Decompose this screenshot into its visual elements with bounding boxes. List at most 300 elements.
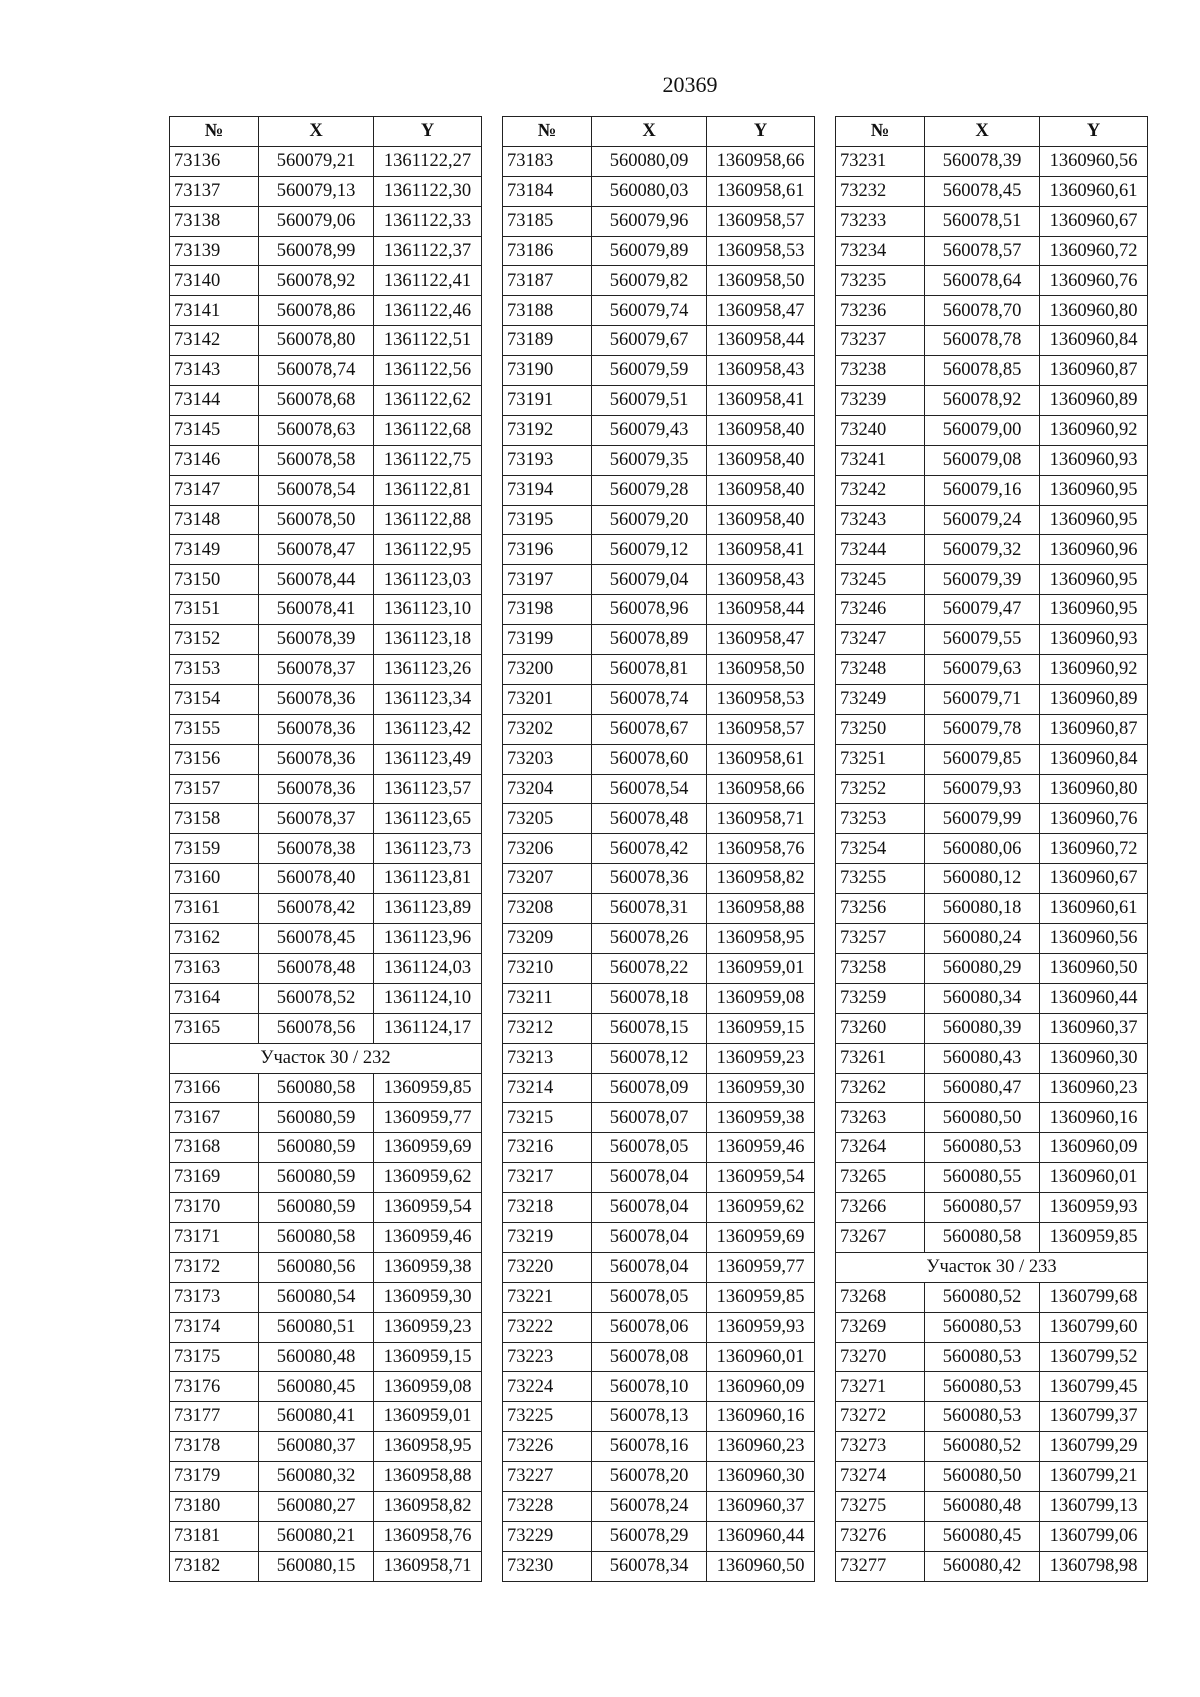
table-row: [836, 1462, 1148, 1492]
x-coordinate-cell: 560078,70: [925, 296, 1040, 326]
x-coordinate-cell: 560078,42: [592, 834, 707, 864]
header-y: Y: [374, 117, 482, 147]
y-coordinate-cell: 1360959,93: [707, 1312, 815, 1342]
x-coordinate-cell: 560078,04: [592, 1222, 707, 1252]
y-coordinate-cell: 1360958,82: [374, 1491, 482, 1521]
table-row: [170, 774, 482, 804]
x-coordinate-cell: 560078,64: [925, 266, 1040, 296]
point-number-cell: 73271: [836, 1372, 925, 1402]
x-coordinate-cell: 560078,16: [592, 1432, 707, 1462]
table-row: [170, 684, 482, 714]
y-coordinate-cell: 1360959,69: [707, 1222, 815, 1252]
table-row: [170, 1163, 482, 1193]
y-coordinate-cell: 1360958,61: [707, 744, 815, 774]
y-coordinate-cell: 1360960,23: [1040, 1073, 1148, 1103]
x-coordinate-cell: 560078,09: [592, 1073, 707, 1103]
x-coordinate-cell: 560078,08: [592, 1342, 707, 1372]
table-row: [170, 146, 482, 176]
x-coordinate-cell: 560080,56: [259, 1252, 374, 1282]
header-y: Y: [1040, 117, 1148, 147]
x-coordinate-cell: 560078,63: [259, 415, 374, 445]
x-coordinate-cell: 560080,51: [259, 1312, 374, 1342]
x-coordinate-cell: 560080,03: [592, 176, 707, 206]
y-coordinate-cell: 1360960,95: [1040, 475, 1148, 505]
y-coordinate-cell: 1360799,45: [1040, 1372, 1148, 1402]
point-number-cell: 73140: [170, 266, 259, 296]
point-number-cell: 73212: [503, 1013, 592, 1043]
table-row: [170, 804, 482, 834]
point-number-cell: 73149: [170, 535, 259, 565]
table-row: [503, 1222, 815, 1252]
table-row: [170, 535, 482, 565]
table-row: [836, 386, 1148, 416]
y-coordinate-cell: 1360958,47: [707, 625, 815, 655]
table-row: [836, 1312, 1148, 1342]
table-row: [170, 744, 482, 774]
x-coordinate-cell: 560080,53: [925, 1402, 1040, 1432]
table-row: [503, 804, 815, 834]
point-number-cell: 73268: [836, 1282, 925, 1312]
point-number-cell: 73191: [503, 386, 592, 416]
point-number-cell: 73176: [170, 1372, 259, 1402]
point-number-cell: 73155: [170, 714, 259, 744]
point-number-cell: 73253: [836, 804, 925, 834]
x-coordinate-cell: 560078,34: [592, 1551, 707, 1581]
y-coordinate-cell: 1360960,80: [1040, 296, 1148, 326]
table-row: [170, 864, 482, 894]
table-row: [503, 744, 815, 774]
x-coordinate-cell: 560080,24: [925, 924, 1040, 954]
point-number-cell: 73137: [170, 176, 259, 206]
y-coordinate-cell: 1360960,23: [707, 1432, 815, 1462]
x-coordinate-cell: 560078,42: [259, 894, 374, 924]
x-coordinate-cell: 560079,96: [592, 206, 707, 236]
point-number-cell: 73141: [170, 296, 259, 326]
x-coordinate-cell: 560079,12: [592, 535, 707, 565]
x-coordinate-cell: 560078,22: [592, 953, 707, 983]
x-coordinate-cell: 560078,52: [259, 983, 374, 1013]
y-coordinate-cell: 1360960,50: [707, 1551, 815, 1581]
point-number-cell: 73228: [503, 1491, 592, 1521]
table-row: [503, 1252, 815, 1282]
x-coordinate-cell: 560078,29: [592, 1521, 707, 1551]
y-coordinate-cell: 1361122,41: [374, 266, 482, 296]
y-coordinate-cell: 1360799,13: [1040, 1491, 1148, 1521]
x-coordinate-cell: 560078,92: [925, 386, 1040, 416]
table-row: [503, 1521, 815, 1551]
point-number-cell: 73156: [170, 744, 259, 774]
y-coordinate-cell: 1360960,61: [1040, 894, 1148, 924]
point-number-cell: 73270: [836, 1342, 925, 1372]
point-number-cell: 73183: [503, 146, 592, 176]
x-coordinate-cell: 560078,89: [592, 625, 707, 655]
point-number-cell: 73248: [836, 655, 925, 685]
x-coordinate-cell: 560079,43: [592, 415, 707, 445]
x-coordinate-cell: 560080,58: [925, 1222, 1040, 1252]
y-coordinate-cell: 1361123,65: [374, 804, 482, 834]
table-row: [503, 1103, 815, 1133]
x-coordinate-cell: 560078,31: [592, 894, 707, 924]
y-coordinate-cell: 1360959,23: [374, 1312, 482, 1342]
y-coordinate-cell: 1360959,38: [374, 1252, 482, 1282]
y-coordinate-cell: 1361123,89: [374, 894, 482, 924]
y-coordinate-cell: 1360960,72: [1040, 236, 1148, 266]
y-coordinate-cell: 1360799,52: [1040, 1342, 1148, 1372]
y-coordinate-cell: 1360958,66: [707, 774, 815, 804]
y-coordinate-cell: 1360958,95: [707, 924, 815, 954]
point-number-cell: 73235: [836, 266, 925, 296]
y-coordinate-cell: 1361122,68: [374, 415, 482, 445]
y-coordinate-cell: 1360960,56: [1040, 924, 1148, 954]
x-coordinate-cell: 560079,63: [925, 655, 1040, 685]
table-row: [503, 864, 815, 894]
y-coordinate-cell: 1360798,98: [1040, 1551, 1148, 1581]
table-row: [503, 1342, 815, 1372]
y-coordinate-cell: 1360799,37: [1040, 1402, 1148, 1432]
y-coordinate-cell: 1360960,84: [1040, 744, 1148, 774]
y-coordinate-cell: 1360958,41: [707, 386, 815, 416]
y-coordinate-cell: 1360799,06: [1040, 1521, 1148, 1551]
y-coordinate-cell: 1360960,87: [1040, 714, 1148, 744]
table-row: [503, 625, 815, 655]
x-coordinate-cell: 560079,74: [592, 296, 707, 326]
x-coordinate-cell: 560078,74: [592, 684, 707, 714]
table-row: [503, 774, 815, 804]
point-number-cell: 73154: [170, 684, 259, 714]
x-coordinate-cell: 560079,24: [925, 505, 1040, 535]
x-coordinate-cell: 560080,53: [925, 1372, 1040, 1402]
x-coordinate-cell: 560078,20: [592, 1462, 707, 1492]
table-row: [503, 714, 815, 744]
table-row: [170, 445, 482, 475]
table-row: [170, 1342, 482, 1372]
table-row: [836, 834, 1148, 864]
y-coordinate-cell: 1360960,89: [1040, 684, 1148, 714]
x-coordinate-cell: 560078,24: [592, 1491, 707, 1521]
point-number-cell: 73267: [836, 1222, 925, 1252]
point-number-cell: 73269: [836, 1312, 925, 1342]
y-coordinate-cell: 1361122,27: [374, 146, 482, 176]
x-coordinate-cell: 560079,71: [925, 684, 1040, 714]
y-coordinate-cell: 1360959,15: [707, 1013, 815, 1043]
table-row: [836, 266, 1148, 296]
x-coordinate-cell: 560080,12: [925, 864, 1040, 894]
point-number-cell: 73182: [170, 1551, 259, 1581]
y-coordinate-cell: 1360799,68: [1040, 1282, 1148, 1312]
y-coordinate-cell: 1360958,43: [707, 356, 815, 386]
table-row: [170, 236, 482, 266]
table-row: [170, 1372, 482, 1402]
y-coordinate-cell: 1360960,67: [1040, 864, 1148, 894]
point-number-cell: 73222: [503, 1312, 592, 1342]
y-coordinate-cell: 1361122,46: [374, 296, 482, 326]
point-number-cell: 73210: [503, 953, 592, 983]
table-row: [503, 1312, 815, 1342]
x-coordinate-cell: 560078,80: [259, 326, 374, 356]
x-coordinate-cell: 560079,89: [592, 236, 707, 266]
table-row: [836, 1491, 1148, 1521]
x-coordinate-cell: 560078,57: [925, 236, 1040, 266]
x-coordinate-cell: 560080,39: [925, 1013, 1040, 1043]
table-row: [503, 1073, 815, 1103]
table-row: [836, 356, 1148, 386]
table-row: [503, 206, 815, 236]
table-row: [170, 266, 482, 296]
table-row: [170, 625, 482, 655]
x-coordinate-cell: 560080,42: [925, 1551, 1040, 1581]
y-coordinate-cell: 1361122,51: [374, 326, 482, 356]
point-number-cell: 73136: [170, 146, 259, 176]
point-number-cell: 73208: [503, 894, 592, 924]
table-row: [836, 1551, 1148, 1581]
table-row: [170, 296, 482, 326]
y-coordinate-cell: 1360960,72: [1040, 834, 1148, 864]
y-coordinate-cell: 1360958,76: [374, 1521, 482, 1551]
y-coordinate-cell: 1361123,73: [374, 834, 482, 864]
table-row: [170, 1013, 482, 1043]
table-row: [836, 894, 1148, 924]
table-row: [836, 1282, 1148, 1312]
point-number-cell: 73205: [503, 804, 592, 834]
point-number-cell: 73242: [836, 475, 925, 505]
point-number-cell: 73185: [503, 206, 592, 236]
x-coordinate-cell: 560078,41: [259, 595, 374, 625]
table-row: [170, 1312, 482, 1342]
point-number-cell: 73252: [836, 774, 925, 804]
y-coordinate-cell: 1360959,85: [707, 1282, 815, 1312]
point-number-cell: 73146: [170, 445, 259, 475]
point-number-cell: 73214: [503, 1073, 592, 1103]
table-row: [836, 744, 1148, 774]
table-row: [170, 386, 482, 416]
y-coordinate-cell: 1360959,08: [707, 983, 815, 1013]
x-coordinate-cell: 560078,85: [925, 356, 1040, 386]
y-coordinate-cell: 1361122,62: [374, 386, 482, 416]
table-row: [170, 1432, 482, 1462]
table-row: [503, 1372, 815, 1402]
y-coordinate-cell: 1360958,44: [707, 326, 815, 356]
point-number-cell: 73254: [836, 834, 925, 864]
y-coordinate-cell: 1360960,95: [1040, 505, 1148, 535]
y-coordinate-cell: 1361124,17: [374, 1013, 482, 1043]
x-coordinate-cell: 560079,06: [259, 206, 374, 236]
x-coordinate-cell: 560080,45: [259, 1372, 374, 1402]
table-row: [503, 565, 815, 595]
y-coordinate-cell: 1360959,77: [707, 1252, 815, 1282]
point-number-cell: 73178: [170, 1432, 259, 1462]
y-coordinate-cell: 1360960,37: [1040, 1013, 1148, 1043]
point-number-cell: 73209: [503, 924, 592, 954]
x-coordinate-cell: 560078,36: [259, 714, 374, 744]
y-coordinate-cell: 1360960,16: [1040, 1103, 1148, 1133]
point-number-cell: 73266: [836, 1193, 925, 1223]
y-coordinate-cell: 1360960,67: [1040, 206, 1148, 236]
y-coordinate-cell: 1361123,96: [374, 924, 482, 954]
y-coordinate-cell: 1360959,69: [374, 1133, 482, 1163]
y-coordinate-cell: 1360960,96: [1040, 535, 1148, 565]
point-number-cell: 73145: [170, 415, 259, 445]
point-number-cell: 73151: [170, 595, 259, 625]
point-number-cell: 73147: [170, 475, 259, 505]
table-row: [170, 415, 482, 445]
table-row: [836, 206, 1148, 236]
y-coordinate-cell: 1361124,10: [374, 983, 482, 1013]
point-number-cell: 73219: [503, 1222, 592, 1252]
point-number-cell: 73188: [503, 296, 592, 326]
x-coordinate-cell: 560079,99: [925, 804, 1040, 834]
x-coordinate-cell: 560078,48: [592, 804, 707, 834]
point-number-cell: 73162: [170, 924, 259, 954]
y-coordinate-cell: 1361124,03: [374, 953, 482, 983]
x-coordinate-cell: 560079,21: [259, 146, 374, 176]
table-row: [503, 1013, 815, 1043]
point-number-cell: 73159: [170, 834, 259, 864]
x-coordinate-cell: 560078,04: [592, 1252, 707, 1282]
table-row: [503, 684, 815, 714]
section-row: [170, 1043, 482, 1073]
point-number-cell: 73238: [836, 356, 925, 386]
x-coordinate-cell: 560078,13: [592, 1402, 707, 1432]
y-coordinate-cell: 1361123,49: [374, 744, 482, 774]
point-number-cell: 73246: [836, 595, 925, 625]
table-row: [503, 953, 815, 983]
point-number-cell: 73234: [836, 236, 925, 266]
y-coordinate-cell: 1360959,38: [707, 1103, 815, 1133]
table-row: [503, 296, 815, 326]
y-coordinate-cell: 1361123,26: [374, 655, 482, 685]
point-number-cell: 73186: [503, 236, 592, 266]
table-row: [503, 595, 815, 625]
x-coordinate-cell: 560078,50: [259, 505, 374, 535]
table-row: [170, 206, 482, 236]
y-coordinate-cell: 1360958,47: [707, 296, 815, 326]
table-row: [503, 1193, 815, 1223]
x-coordinate-cell: 560078,36: [259, 744, 374, 774]
x-coordinate-cell: 560078,36: [259, 684, 374, 714]
table-header-row: [170, 117, 482, 147]
coordinates-table-1: [169, 116, 482, 1582]
x-coordinate-cell: 560080,58: [259, 1073, 374, 1103]
point-number-cell: 73257: [836, 924, 925, 954]
table-row: [836, 535, 1148, 565]
point-number-cell: 73172: [170, 1252, 259, 1282]
table-row: [170, 356, 482, 386]
table-row: [170, 1073, 482, 1103]
table-row: [170, 1252, 482, 1282]
point-number-cell: 73215: [503, 1103, 592, 1133]
table-row: [170, 983, 482, 1013]
y-coordinate-cell: 1360958,82: [707, 864, 815, 894]
y-coordinate-cell: 1360960,37: [707, 1491, 815, 1521]
table-row: [503, 266, 815, 296]
table-row: [503, 386, 815, 416]
point-number-cell: 73171: [170, 1222, 259, 1252]
y-coordinate-cell: 1360960,95: [1040, 565, 1148, 595]
table-row: [170, 953, 482, 983]
point-number-cell: 73250: [836, 714, 925, 744]
point-number-cell: 73138: [170, 206, 259, 236]
point-number-cell: 73164: [170, 983, 259, 1013]
x-coordinate-cell: 560080,54: [259, 1282, 374, 1312]
y-coordinate-cell: 1360958,61: [707, 176, 815, 206]
point-number-cell: 73260: [836, 1013, 925, 1043]
x-coordinate-cell: 560078,48: [259, 953, 374, 983]
x-coordinate-cell: 560080,47: [925, 1073, 1040, 1103]
point-number-cell: 73227: [503, 1462, 592, 1492]
x-coordinate-cell: 560078,10: [592, 1372, 707, 1402]
table-row: [170, 1491, 482, 1521]
x-coordinate-cell: 560078,05: [592, 1282, 707, 1312]
y-coordinate-cell: 1361122,75: [374, 445, 482, 475]
x-coordinate-cell: 560078,45: [259, 924, 374, 954]
point-number-cell: 73251: [836, 744, 925, 774]
table-row: [836, 1372, 1148, 1402]
point-number-cell: 73198: [503, 595, 592, 625]
x-coordinate-cell: 560078,07: [592, 1103, 707, 1133]
point-number-cell: 73189: [503, 326, 592, 356]
table-row: [836, 684, 1148, 714]
x-coordinate-cell: 560078,05: [592, 1133, 707, 1163]
table-row: [836, 1521, 1148, 1551]
x-coordinate-cell: 560080,50: [925, 1103, 1040, 1133]
point-number-cell: 73207: [503, 864, 592, 894]
section-title: Участок 30 / 232: [170, 1043, 482, 1073]
point-number-cell: 73195: [503, 505, 592, 535]
table-row: [836, 1342, 1148, 1372]
y-coordinate-cell: 1361122,95: [374, 535, 482, 565]
y-coordinate-cell: 1360958,57: [707, 206, 815, 236]
table-row: [836, 1013, 1148, 1043]
point-number-cell: 73241: [836, 445, 925, 475]
table-row: [170, 565, 482, 595]
point-number-cell: 73143: [170, 356, 259, 386]
point-number-cell: 73158: [170, 804, 259, 834]
x-coordinate-cell: 560080,55: [925, 1163, 1040, 1193]
y-coordinate-cell: 1360960,16: [707, 1402, 815, 1432]
table-row: [170, 655, 482, 685]
point-number-cell: 73255: [836, 864, 925, 894]
point-number-cell: 73229: [503, 1521, 592, 1551]
x-coordinate-cell: 560078,04: [592, 1193, 707, 1223]
point-number-cell: 73236: [836, 296, 925, 326]
point-number-cell: 73160: [170, 864, 259, 894]
y-coordinate-cell: 1360960,93: [1040, 625, 1148, 655]
point-number-cell: 73142: [170, 326, 259, 356]
x-coordinate-cell: 560078,56: [259, 1013, 374, 1043]
table-row: [836, 146, 1148, 176]
point-number-cell: 73217: [503, 1163, 592, 1193]
point-number-cell: 73139: [170, 236, 259, 266]
x-coordinate-cell: 560079,39: [925, 565, 1040, 595]
x-coordinate-cell: 560078,68: [259, 386, 374, 416]
y-coordinate-cell: 1360958,50: [707, 266, 815, 296]
x-coordinate-cell: 560080,21: [259, 1521, 374, 1551]
y-coordinate-cell: 1360958,40: [707, 445, 815, 475]
table-row: [170, 894, 482, 924]
coordinates-table-2: [502, 116, 815, 1582]
y-coordinate-cell: 1360958,40: [707, 505, 815, 535]
x-coordinate-cell: 560079,47: [925, 595, 1040, 625]
point-number-cell: 73152: [170, 625, 259, 655]
table-row: [170, 595, 482, 625]
point-number-cell: 73174: [170, 1312, 259, 1342]
y-coordinate-cell: 1360799,29: [1040, 1432, 1148, 1462]
point-number-cell: 73203: [503, 744, 592, 774]
x-coordinate-cell: 560079,13: [259, 176, 374, 206]
x-coordinate-cell: 560079,67: [592, 326, 707, 356]
y-coordinate-cell: 1360960,76: [1040, 804, 1148, 834]
x-coordinate-cell: 560079,51: [592, 386, 707, 416]
